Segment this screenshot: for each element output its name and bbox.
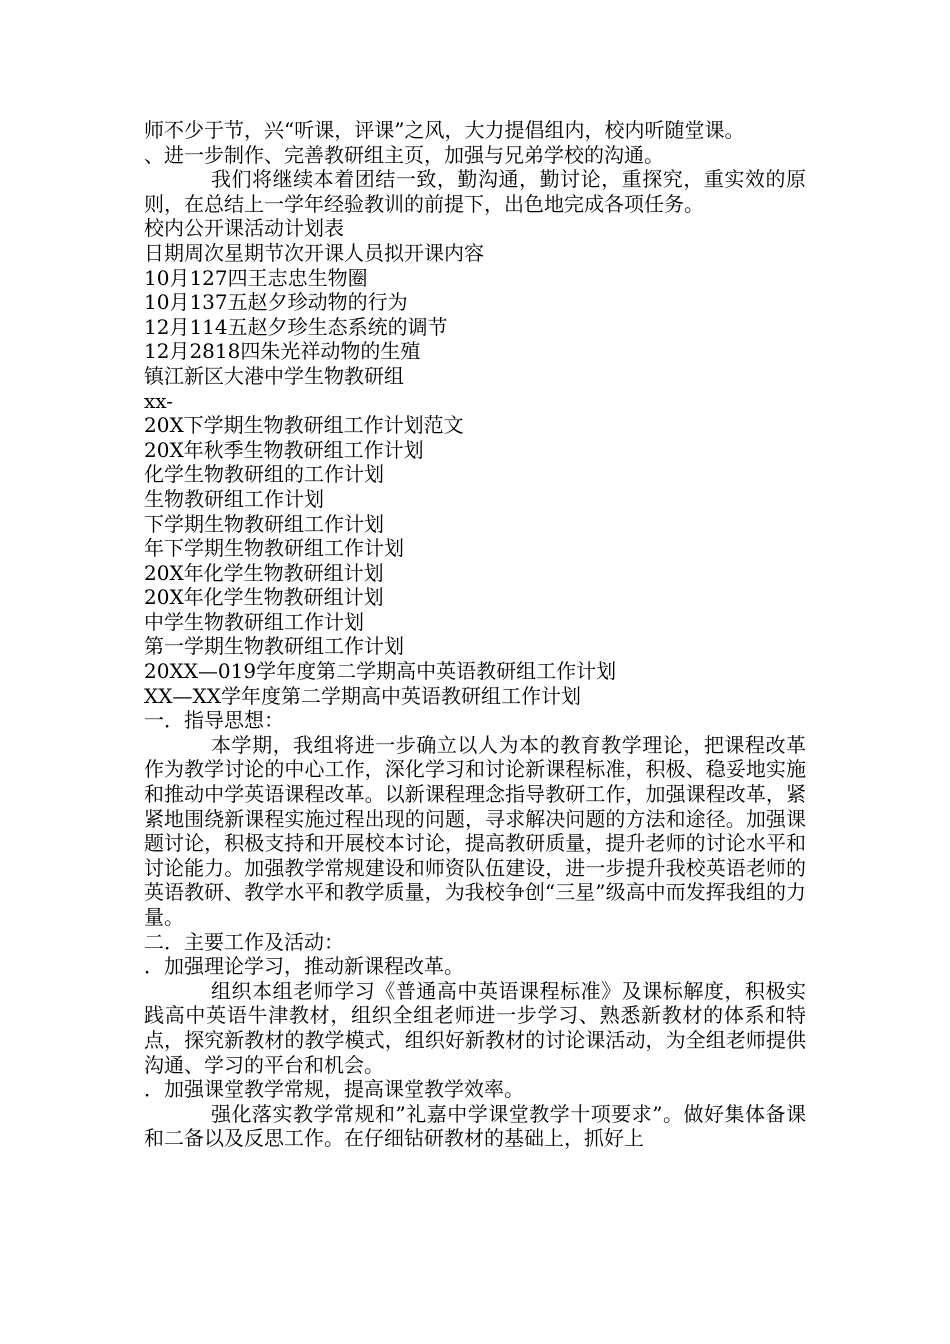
paragraph: 、进一步制作、完善教研组主页，加强与兄弟学校的沟通。 xyxy=(144,142,664,167)
paragraph: 师不少于节，兴“听课，评课”之风，大力提倡组内，校内听随堂课。 xyxy=(144,118,745,142)
subsection-heading: ．加强理论学习，推动新课程改革。 xyxy=(144,954,464,979)
related-title: 化学生物教研组的工作计划 xyxy=(144,462,384,487)
related-title: 下学期生物教研组工作计划 xyxy=(144,511,384,536)
related-title: 20X年化学生物教研组计划 xyxy=(144,560,384,585)
related-title: 生物教研组工作计划 xyxy=(144,486,324,511)
document-body xyxy=(144,118,806,1151)
table-header: 日期周次星期节次开课人员拟开课内容 xyxy=(144,240,484,265)
related-title: 20X年秋季生物教研组工作计划 xyxy=(144,437,424,462)
section-heading: 二．主要工作及活动： xyxy=(144,929,344,954)
paragraph: 我们将继续本着团结一致，勤沟通，勤讨论，重探究，重实效的原则，在总结上一学年经验教训的前提下，出色地完成各项任务。 xyxy=(144,167,806,216)
paragraph: 本学期，我组将进一步确立以人为本的教育教学理论，把课程改革作为教学讨论的中心工作，深化学习和讨论新课程标准，积极、稳妥地实施和推动中学英语课程改革。以新课程理念指导教研工作，加强课程改革，紧紧地围绕新课程实施过程出现的问题，寻求解决问题的方法和途径。加强课题讨论，积极支持和开展校本讨论，提高教研质量，提升老师的讨论水平和讨论能力。加强教学常规建设和师资队伍建设，进一步提升我校英语老师的英语教研、教学水平和教学质量，为我校争创“三星”级高中而发挥我组的力量。 xyxy=(144,732,806,929)
date-line: xx- xyxy=(144,388,173,413)
signature-line: 镇江新区大港中学生物教研组 xyxy=(144,363,404,388)
section-heading: 一．指导思想： xyxy=(144,708,284,733)
table-row: 12月114五赵夕珍生态系统的调节 xyxy=(144,314,448,339)
paragraph: 组织本组老师学习《普通高中英语课程标准》及课标解度，积极实践高中英语牛津教材，组织全组老师进一步学习、熟悉新教材的体系和特点，探究新教材的教学模式，组织好新教材的讨论课活动，为全组老师提供沟通、学习的平台和机会。 xyxy=(144,978,806,1077)
related-title: 年下学期生物教研组工作计划 xyxy=(144,536,404,561)
related-title: 中学生物教研组工作计划 xyxy=(144,609,364,634)
table-title: 校内公开课活动计划表 xyxy=(144,216,344,241)
table-row: 10月137五赵夕珍动物的行为 xyxy=(144,290,408,315)
related-title: 20X下学期生物教研组工作计划范文 xyxy=(144,413,464,438)
subsection-heading: ．加强课堂教学常规，提高课堂教学效率。 xyxy=(144,1077,524,1102)
related-title: 20X年化学生物教研组计划 xyxy=(144,585,384,610)
related-title: 20XX—019学年度第二学期高中英语教研组工作计划 xyxy=(144,659,617,684)
paragraph: 强化落实教学常规和”礼嘉中学课堂教学十项要求”。做好集体备课和二备以及反思工作。在仔细钻研教材的基础上，抓好上 xyxy=(144,1101,806,1151)
table-row: 10月127四王志忠生物圈 xyxy=(144,265,368,290)
document-title: XX—XX学年度第二学期高中英语教研组工作计划 xyxy=(144,683,581,708)
table-row: 12月2818四朱光祥动物的生殖 xyxy=(144,339,421,364)
related-title: 第一学期生物教研组工作计划 xyxy=(144,634,404,659)
